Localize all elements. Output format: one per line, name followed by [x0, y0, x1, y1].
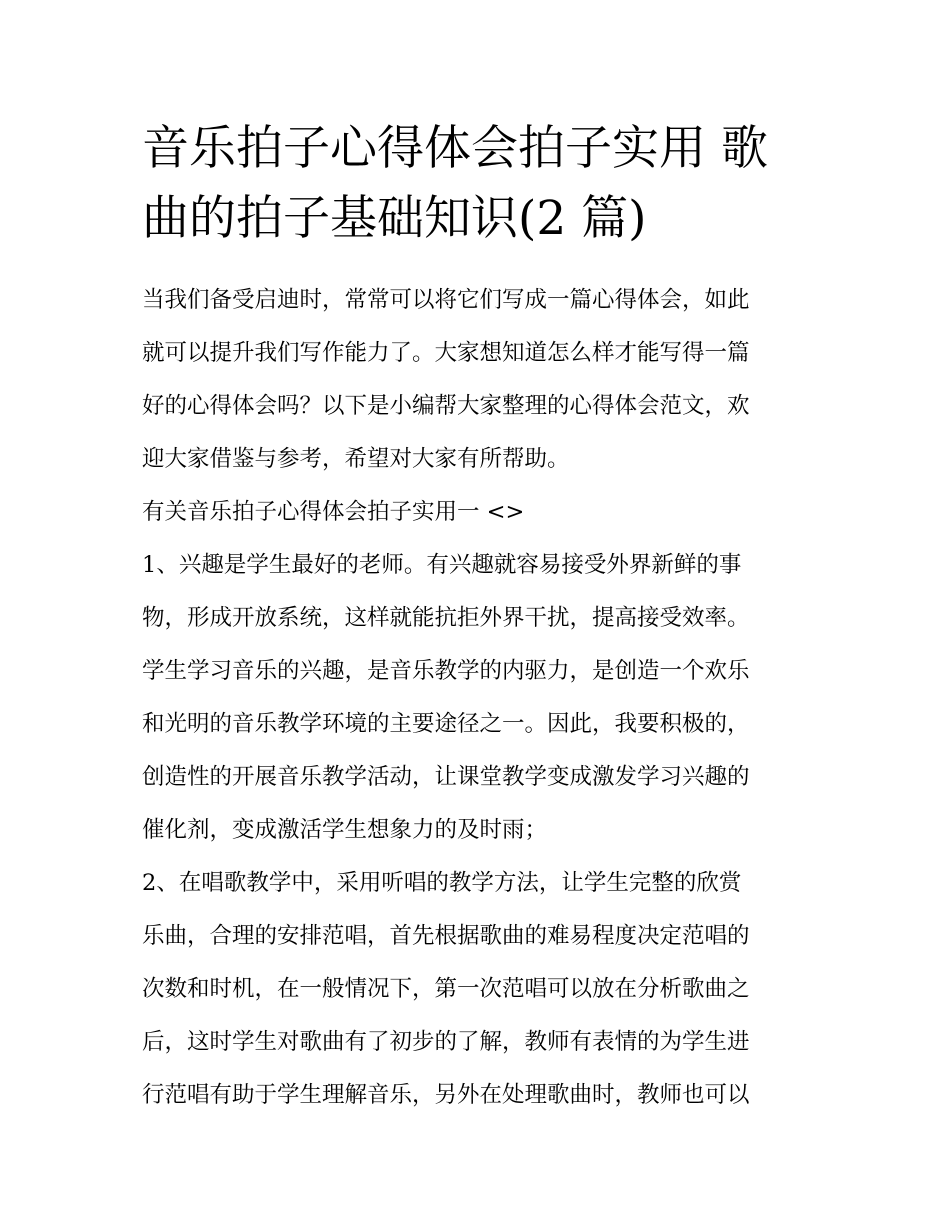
- text-line: 后，这时学生对歌曲有了初步的了解，教师有表情的为学生进: [142, 1029, 750, 1055]
- document-body: [142, 274, 822, 1122]
- text-line: 创造性的开展音乐教学活动，让课堂教学变成激发学习兴趣的: [142, 764, 750, 790]
- text-line: 行范唱有助于学生理解音乐，另外在处理歌曲时，教师也可以: [142, 1082, 750, 1108]
- text-line: 物，形成开放系统，这样就能抗拒外界干扰，提高接受效率。: [142, 605, 750, 631]
- title-line: 曲的拍子基础知识(2 篇): [142, 191, 647, 246]
- text-line: 就可以提升我们写作能力了。大家想知道怎么样才能写得一篇: [142, 340, 750, 366]
- text-line: 催化剂，变成激活学生想象力的及时雨；: [142, 817, 548, 843]
- point-1-paragraph: [142, 539, 822, 857]
- text-line: 当我们备受启迪时，常常可以将它们写成一篇心得体会，如此: [142, 287, 750, 313]
- text-line: 有关音乐拍子心得体会拍子实用一 <>: [142, 499, 525, 525]
- text-line: 迎大家借鉴与参考，希望对大家有所帮助。: [142, 446, 570, 472]
- point-2-paragraph: [142, 857, 822, 1122]
- text-line: 2、在唱歌教学中，采用听唱的教学方法，让学生完整的欣赏: [142, 870, 742, 896]
- intro-paragraph: [142, 274, 822, 486]
- text-line: 学生学习音乐的兴趣，是音乐教学的内驱力，是创造一个欢乐: [142, 658, 750, 684]
- section-heading: [142, 486, 822, 539]
- text-line: 1、兴趣是学生最好的老师。有兴趣就容易接受外界新鲜的事: [142, 552, 742, 578]
- text-line: 和光明的音乐教学环境的主要途径之一。因此，我要积极的，: [142, 711, 750, 737]
- document-title: [142, 114, 822, 254]
- text-line: 次数和时机，在一般情况下，第一次范唱可以放在分析歌曲之: [142, 976, 750, 1002]
- text-line: 好的心得体会吗？以下是小编帮大家整理的心得体会范文，欢: [142, 393, 750, 419]
- text-line: 乐曲，合理的安排范唱，首先根据歌曲的难易程度决定范唱的: [142, 923, 750, 949]
- title-line: 音乐拍子心得体会拍子实用 歌: [142, 121, 768, 176]
